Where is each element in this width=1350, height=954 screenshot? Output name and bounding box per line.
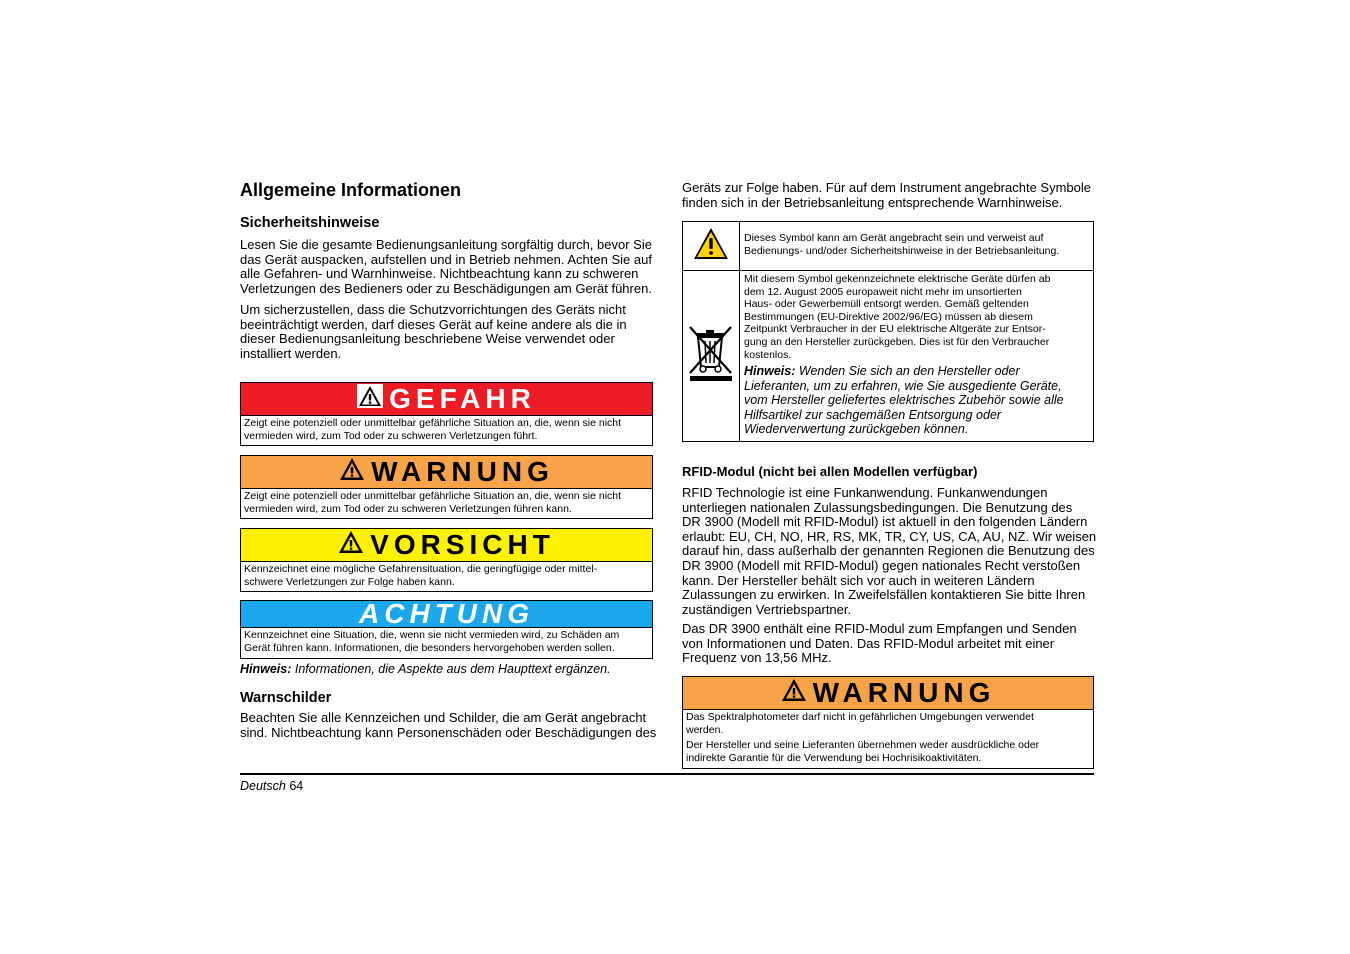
- warning-triangle-icon: [693, 248, 729, 265]
- symbol-row-weee: [683, 271, 1094, 442]
- text-line: vermieden wird, zum Tod oder zu schweren Verletzungen führen kann.: [244, 502, 572, 515]
- text-line: Kennzeichnet eine Situation, die, wenn sie nicht vermieden wird, zu Schäden am: [244, 629, 620, 641]
- text-line: finden sich in der Betriebsanleitung entsprechende Warnhinweise.: [682, 194, 1063, 210]
- symbol-description: [740, 222, 1094, 271]
- text-line: DR 3900 (Modell mit RFID-Modul) ist aktuell in den folgenden Ländern: [682, 514, 1088, 530]
- text-line: alle Gefahren- und Warnhinweise. Nichtbeachtung kann zu schweren: [240, 266, 639, 282]
- warning-triangle-icon: [781, 677, 807, 709]
- text-line: werden.: [686, 723, 724, 736]
- notice-box: [240, 600, 653, 659]
- text-line: Hilfsartikel zur sachgemäßen Entsorgung oder: [744, 407, 1002, 422]
- warnschilder-heading: Warnschilder: [240, 690, 332, 706]
- text-line: vermieden wird, zum Tod oder zu schweren Verletzungen führt.: [244, 429, 538, 442]
- text-line: kann. Der Hersteller behält sich vor auch in weiteren Ländern: [682, 572, 1035, 588]
- text-line: von Informationen und Daten. Das RFID-Modul arbeitet mit einer: [682, 635, 1055, 651]
- rfid-heading: RFID-Modul (nicht bei allen Modellen verfügbar): [682, 464, 978, 479]
- rfid-warning-banner: [683, 677, 1093, 710]
- rfid-warning-label: WARNUNG: [812, 677, 996, 708]
- text-line: Mit diesem Symbol gekennzeichnete elektrische Geräte dürfen ab: [744, 273, 1051, 285]
- notice-description: [244, 629, 649, 654]
- warning-triangle-icon: [338, 529, 364, 561]
- text-line: indirekte Garantie für die Verwendung bei Hochrisikoaktivitäten.: [686, 751, 982, 764]
- warning-banner: [241, 456, 652, 489]
- caution-description: [244, 563, 649, 588]
- note-label: Hinweis:: [240, 662, 292, 676]
- text-line: das Gerät auspacken, aufstellen und in Betrieb nehmen. Achten Sie auf: [240, 251, 652, 267]
- text-line: Dieses Symbol kann am Gerät angebracht sein und verweist auf: [744, 231, 1044, 244]
- warning-label: WARNUNG: [371, 456, 554, 487]
- text-line: Der Hersteller und seine Lieferanten übernehmen weder ausdrückliche oder: [686, 739, 1040, 751]
- warnschilder-paragraph: [240, 711, 660, 740]
- text-line: kostenlos.: [744, 348, 792, 361]
- text-line: Gerät führen kann. Informationen, die besonders hervorgehoben werden sollen.: [244, 641, 615, 654]
- text-line: Zeigt eine potenziell oder unmittelbar gefährliche Situation an, die, wenn sie nicht: [244, 417, 622, 429]
- symbol-note: [744, 364, 1089, 437]
- caution-box: [240, 528, 653, 592]
- text-line: installiert werden.: [240, 345, 342, 361]
- text-line: Bedienungs- und/oder Sicherheitshinweise in der Betriebsanleitung.: [744, 244, 1060, 257]
- text-line: Wenden Sie sich an den Hersteller oder: [795, 364, 1020, 379]
- text-line: RFID Technologie ist eine Funkanwendung. Funkanwendungen: [682, 485, 1048, 500]
- warning-box: [240, 455, 653, 519]
- notice-label: ACHTUNG: [359, 598, 534, 629]
- continuation-paragraph: [682, 181, 1102, 210]
- warning-triangle-icon: [357, 383, 383, 415]
- safety-heading: Sicherheitshinweise: [240, 215, 380, 231]
- danger-banner: [241, 383, 652, 416]
- text-line: Das Spektralphotometer darf nicht in gefährlichen Umgebungen verwendet: [686, 711, 1034, 723]
- text-line: dieser Bedienungsanleitung beschriebene Weise verwendet oder: [240, 331, 615, 347]
- rfid-warning-description-2: [686, 739, 1090, 764]
- text-line: Das DR 3900 enthält eine RFID-Modul zum Empfangen und Senden: [682, 621, 1077, 636]
- text-line: Geräts zur Folge haben. Für auf dem Instrument angebrachte Symbole: [682, 180, 1091, 195]
- rfid-paragraph-1: [682, 486, 1102, 617]
- text-line: dem 12. August 2005 europaweit nicht mehr im unsortierten: [744, 285, 1022, 298]
- text-line: Beachten Sie alle Kennzeichen und Schilder, die am Gerät angebracht: [240, 710, 647, 725]
- text-line: schwere Verletzungen zur Folge haben kann.: [244, 575, 455, 588]
- text-line: vom Hersteller geliefertes elektrisches Zubehör sowie alle: [744, 393, 1064, 408]
- text-line: zuständigen Vertriebspartner.: [682, 601, 852, 617]
- symbol-note-label: Hinweis:: [744, 364, 796, 379]
- text-line: Lesen Sie die gesamte Bedienungsanleitung sorgfältig durch, bevor Sie: [240, 237, 652, 252]
- text-line: unterliegen nationalen Zulassungsbedingungen. Die Benutzung des: [682, 499, 1073, 515]
- text-line: beeinträchtigt werden, darf dieses Gerät auf keine andere als die in: [240, 316, 627, 332]
- footer-rule: [240, 773, 1094, 775]
- text-line: DR 3900 (Modell mit RFID-Modul) gegen nationales Recht verstoßen: [682, 557, 1081, 573]
- text-line: Zeigt eine potenziell oder unmittelbar gefährliche Situation an, die, wenn sie nicht: [244, 490, 622, 502]
- text-line: Um sicherzustellen, dass die Schutzvorrichtungen des Geräts nicht: [240, 302, 626, 317]
- note-line: [240, 662, 611, 676]
- note-text: Informationen, die Aspekte aus dem Haupttext ergänzen.: [291, 662, 611, 676]
- symbol-table: [682, 221, 1094, 442]
- text-line: Wiederverwertung zurückgeben können.: [744, 422, 969, 437]
- text-line: Verletzungen des Bedieners oder zu Beschädigungen am Gerät führen.: [240, 280, 652, 296]
- symbol-cell: [683, 222, 740, 271]
- safety-paragraph-2: [240, 303, 660, 361]
- caution-banner: [241, 529, 652, 562]
- footer-language: Deutsch: [240, 779, 286, 793]
- warning-triangle-icon: [339, 456, 365, 488]
- notice-banner: [241, 598, 652, 629]
- page-title: Allgemeine Informationen: [240, 180, 462, 200]
- text-line: Lieferanten, um zu erfahren, wie Sie ausgediente Geräte,: [744, 378, 1062, 393]
- text-line: Zeitpunkt Verbraucher in der EU elektrische Altgeräte zur Entsor-: [744, 323, 1046, 336]
- caution-label: VORSICHT: [370, 529, 555, 560]
- danger-box: [240, 382, 653, 446]
- page-footer: [240, 779, 303, 793]
- safety-paragraph-1: [240, 238, 660, 296]
- crossed-bin-icon: [687, 370, 735, 387]
- danger-description: [244, 417, 649, 442]
- text-line: Frequenz von 13,56 MHz.: [682, 650, 832, 666]
- danger-label: GEFAHR: [389, 383, 536, 414]
- rfid-paragraph-2: [682, 622, 1102, 666]
- text-line: darauf hin, dass außerhalb der genannten Regionen die Benutzung des: [682, 543, 1095, 559]
- warning-description: [244, 490, 649, 515]
- rfid-warning-box: [682, 676, 1094, 769]
- symbol-row-warning: [683, 222, 1094, 271]
- text-line: Zulassungen zu erwirken. In Zweifelsfällen kontaktieren Sie bitte Ihren: [682, 587, 1086, 603]
- rfid-warning-description-1: [686, 711, 1090, 736]
- footer-page-number: 64: [289, 779, 304, 793]
- text-line: Haus- oder Gewerbemüll entsorgt werden. Gemäß geltenden: [744, 298, 1029, 311]
- text-line: Bestimmungen (EU-Direktive 2002/96/EG) müssen ab diesem: [744, 310, 1033, 323]
- text-line: Kennzeichnet eine mögliche Gefahrensituation, die geringfügige oder mittel-: [244, 563, 598, 575]
- text-line: gung an den Hersteller zurückgeben. Dies ist für den Verbraucher: [744, 335, 1050, 348]
- symbol-description: [740, 271, 1094, 442]
- text-line: erlaubt: EU, CH, NO, HR, RS, MK, TR, CY, US, CA, AU, NZ. Wir weisen: [682, 528, 1097, 544]
- text-line: sind. Nichtbeachtung kann Personenschäden oder Beschädigungen des: [240, 724, 657, 740]
- symbol-cell: [683, 271, 740, 442]
